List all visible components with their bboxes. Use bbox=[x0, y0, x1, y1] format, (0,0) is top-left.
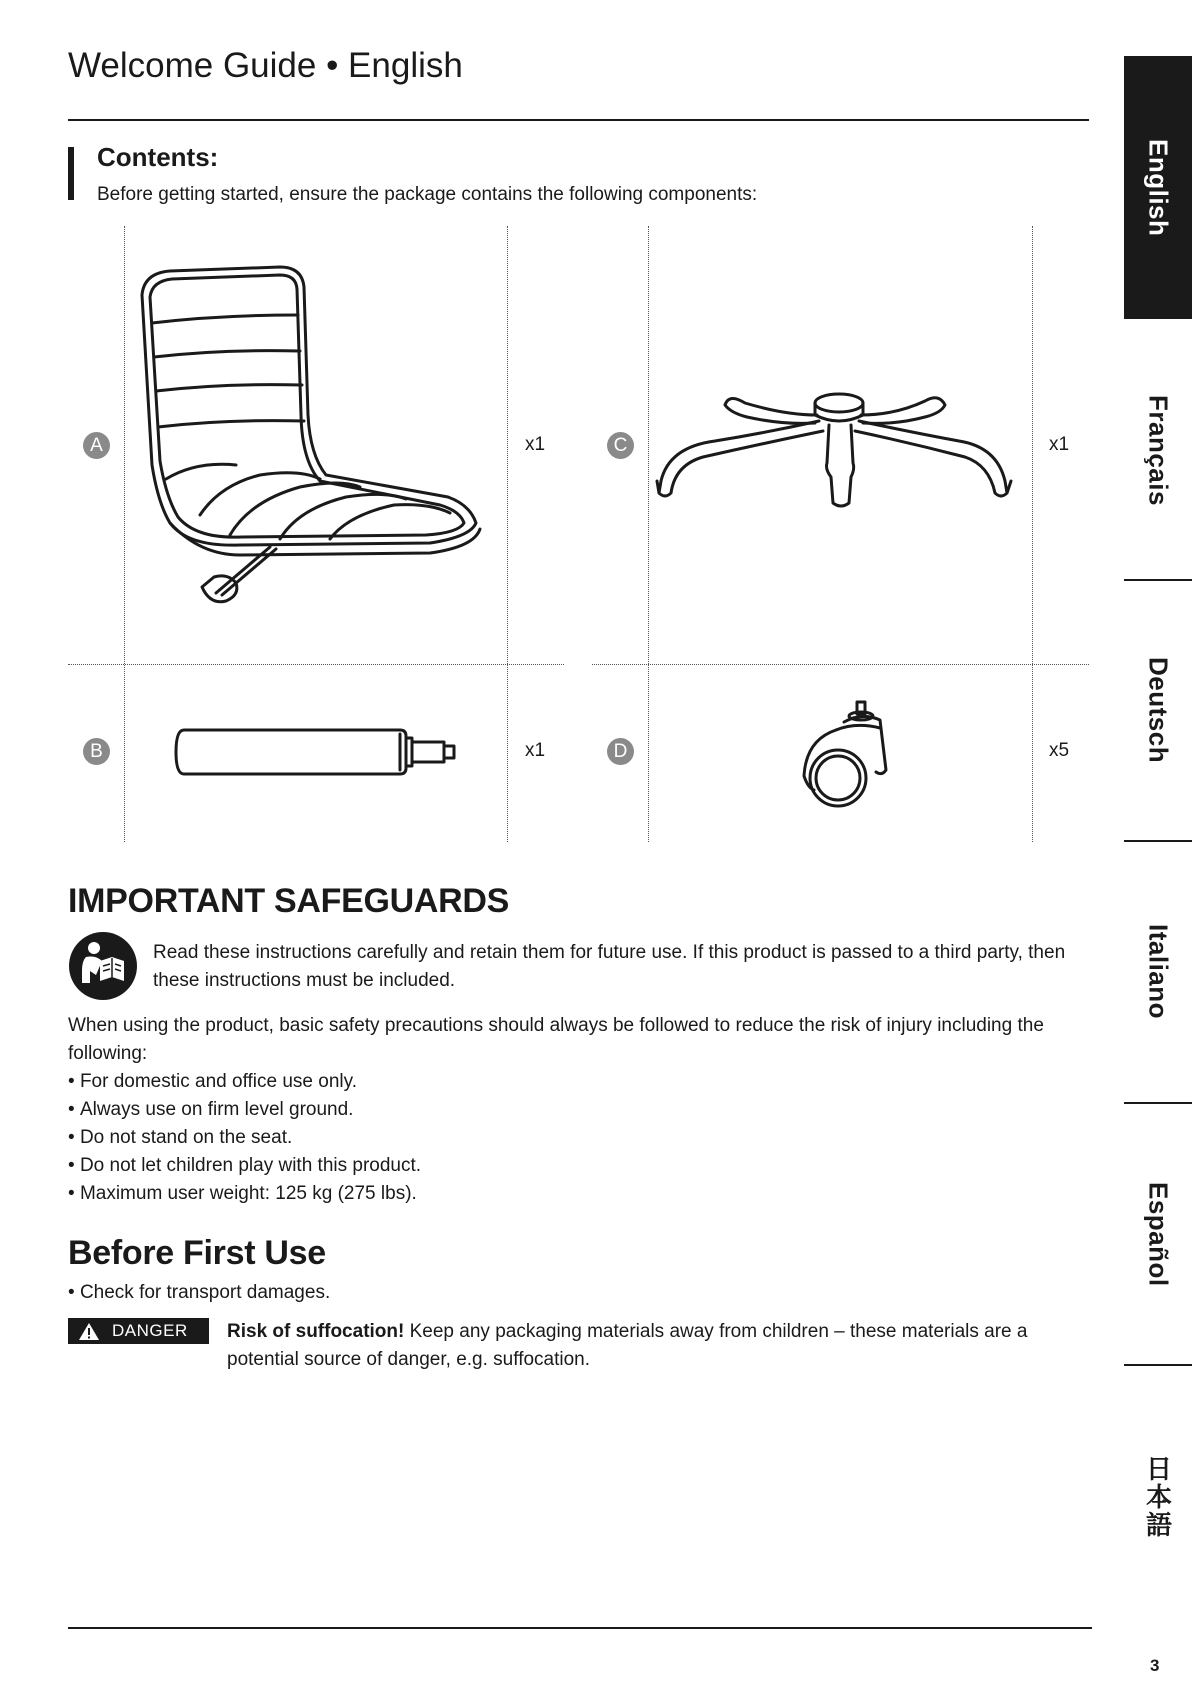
component-letter-d: D bbox=[607, 738, 634, 765]
component-quantity-a: x1 bbox=[525, 434, 546, 455]
precaution-intro: When using the product, basic safety precautions should always be followed to reduce the risk of injury including the following: bbox=[68, 1015, 1044, 1064]
contents-description: Before getting started, ensure the package contains the following components: bbox=[97, 184, 758, 205]
safeguards-heading: IMPORTANT SAFEGUARDS bbox=[68, 882, 510, 920]
list-item: • Always use on firm level ground. bbox=[68, 1096, 421, 1124]
tab-deutsch[interactable] bbox=[1124, 581, 1192, 840]
component-quantity-c: x1 bbox=[1049, 434, 1070, 455]
danger-body-text: Keep any packaging materials away from children – these materials are a potential source of danger, e.g. suffocation. bbox=[227, 1321, 1028, 1370]
grid-line bbox=[592, 664, 1089, 665]
danger-bold-text: Risk of suffocation! bbox=[227, 1321, 405, 1342]
read-instructions-icon bbox=[68, 931, 138, 1001]
read-instructions-text: Read these instructions carefully and retain them for future use. If this product is passed to a third party, then these instructions must be included. bbox=[153, 942, 1066, 991]
tab-label: English bbox=[1143, 138, 1174, 237]
tab-label: Français bbox=[1143, 394, 1174, 506]
contents-title: Contents: bbox=[97, 142, 219, 172]
warning-triangle-icon bbox=[78, 1322, 100, 1341]
danger-label: DANGER bbox=[112, 1321, 188, 1340]
grid-line bbox=[68, 664, 564, 665]
tab-francais[interactable] bbox=[1124, 321, 1192, 579]
grid-line bbox=[648, 226, 649, 842]
tab-espanol[interactable] bbox=[1124, 1104, 1192, 1364]
contents-accent-bar bbox=[68, 147, 74, 200]
component-letter-c: C bbox=[607, 432, 634, 459]
component-quantity-b: x1 bbox=[525, 740, 546, 761]
component-letter-b: B bbox=[83, 738, 110, 765]
page-number: 3 bbox=[1150, 1656, 1160, 1675]
footer-divider bbox=[68, 1627, 1092, 1629]
chair-seat-icon bbox=[130, 265, 505, 615]
grid-line bbox=[1032, 226, 1033, 842]
component-letter-a: A bbox=[83, 432, 110, 459]
list-item: • Do not let children play with this product. bbox=[68, 1152, 421, 1180]
before-first-use-heading: Before First Use bbox=[68, 1234, 326, 1272]
tab-italiano[interactable] bbox=[1124, 842, 1192, 1102]
tab-label: Italiano bbox=[1143, 924, 1174, 1020]
chair-base-icon bbox=[655, 385, 1025, 515]
header-divider bbox=[68, 119, 1089, 121]
tab-english[interactable] bbox=[1124, 56, 1192, 319]
list-item: • Maximum user weight: 125 kg (275 lbs). bbox=[68, 1180, 421, 1208]
tab-label: Deutsch bbox=[1143, 657, 1174, 764]
component-quantity-d: x5 bbox=[1049, 740, 1070, 761]
grid-line bbox=[124, 226, 125, 842]
danger-description bbox=[227, 1318, 1087, 1374]
before-first-use-list bbox=[68, 1279, 330, 1307]
safety-bullet-list bbox=[68, 1068, 421, 1208]
list-item: • Check for transport damages. bbox=[68, 1279, 330, 1307]
page-title: Welcome Guide • English bbox=[68, 46, 463, 85]
gas-cylinder-icon bbox=[172, 724, 462, 780]
tab-japanese[interactable] bbox=[1124, 1366, 1192, 1628]
tab-label: Español bbox=[1143, 1181, 1174, 1287]
list-item: • For domestic and office use only. bbox=[68, 1068, 421, 1096]
caster-wheel-icon bbox=[796, 700, 896, 808]
list-item: • Do not stand on the seat. bbox=[68, 1124, 421, 1152]
danger-badge bbox=[68, 1318, 209, 1344]
tab-label: 日本語 bbox=[1142, 1455, 1173, 1539]
grid-line bbox=[507, 226, 508, 842]
